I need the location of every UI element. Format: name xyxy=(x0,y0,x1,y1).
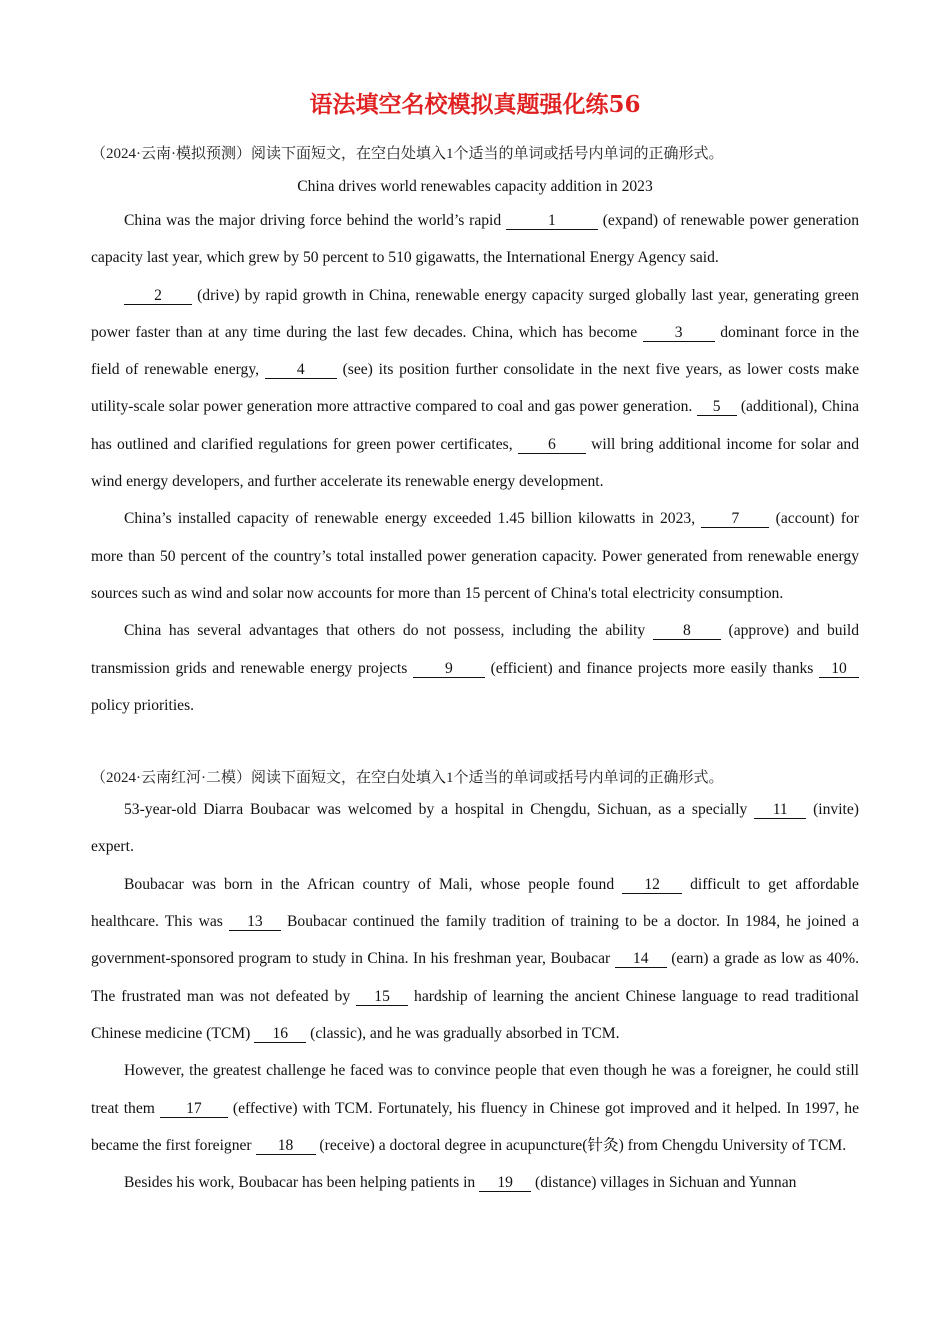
passage2-paragraph-4: Besides his work, Boubacar has been helping patients in 19 (distance) villages in Sichuan and Yunnan xyxy=(124,1174,797,1192)
page-title: 语法填空名校模拟真题强化练56 xyxy=(309,91,641,118)
section1-instruction: （2024·云南·模拟预测）阅读下面短文，在空白处填入1个适当的单词或括号内单词的正确形式。 xyxy=(91,146,724,162)
blank-17[interactable]: 17 xyxy=(160,1100,228,1118)
section2-instruction: （2024·云南红河·二模）阅读下面短文，在空白处填入1个适当的单词或括号内单词的正确形式。 xyxy=(91,770,724,787)
blank-15[interactable]: 15 xyxy=(356,988,408,1006)
passage2-paragraph-1: 53-year-old Diarra Boubacar was welcomed by a hospital in Chengdu, Sichuan, as a specially 11 (invite) expert. xyxy=(91,801,860,856)
blank-9[interactable]: 9 xyxy=(413,660,485,678)
passage1-paragraph-4: China has several advantages that others do not possess, including the ability 8 (approve) and build transmission grids and renewable energy projects 9 (efficient) and finance projects more easily thanks 10 policy priorities. xyxy=(91,622,859,714)
blank-12[interactable]: 12 xyxy=(622,876,682,894)
blank-3[interactable]: 3 xyxy=(643,324,715,342)
blank-1[interactable]: 1 xyxy=(506,212,598,230)
blank-16[interactable]: 16 xyxy=(254,1025,306,1043)
blank-14[interactable]: 14 xyxy=(615,950,667,968)
blank-19[interactable]: 19 xyxy=(479,1174,531,1192)
blank-8[interactable]: 8 xyxy=(653,622,721,640)
blank-2[interactable]: 2 xyxy=(124,287,192,305)
blank-13[interactable]: 13 xyxy=(229,913,281,931)
passage2-paragraph-2: Boubacar was born in the African country of Mali, whose people found 12 difficult to get affordable healthcare. This was 13 Boubacar continued the family tradition of training to be a doctor. In 1984, he joined a government-sponsored program to study in China. In his freshman year, Boubacar 14 (earn) a grade as low as 40%. The frustrated man was not defeated by 15 hardship of learning the ancient Chinese language to read traditional Chinese medicine (TCM) 16 (classic), and he was gradually absorbed in TCM. xyxy=(91,875,860,1042)
blank-18[interactable]: 18 xyxy=(256,1137,316,1155)
passage1-paragraph-2: 2 (drive) by rapid growth in China, renewable energy capacity surged globally last year, generating green power faster than at any time during the last few decades. China, which has become 3 dominant force in the field of renewable energy, 4 (see) its position further consolidate in the next five years, as lower costs make utility-scale solar power generation more attractive compared to coal and gas power generation. 5 (additional), China has outlined and clarified regulations for green power certificates, 6 will bring additional income for solar and wind energy developers, and further accelerate its renewable energy development. xyxy=(91,286,859,491)
section-spacer xyxy=(91,724,859,765)
passage1-paragraph-3: China’s installed capacity of renewable energy exceeded 1.45 billion kilowatts in 2023, 7 (account) for more than 50 percent of the country’s total installed power generation capacity. Power generated from renewable energy sources such as wind and solar now accounts for more than 15 percent of China's total electricity consumption. xyxy=(91,510,859,602)
blank-5[interactable]: 5 xyxy=(697,398,737,416)
blank-10[interactable]: 10 xyxy=(819,660,859,678)
blank-6[interactable]: 6 xyxy=(518,436,586,454)
blank-11[interactable]: 11 xyxy=(754,801,806,819)
document-body xyxy=(91,141,859,1201)
passage1-paragraph-1: China was the major driving force behind the world’s rapid 1 (expand) of renewable power generation capacity last year, which grew by 50 percent to 510 gigawatts, the International Energy Agency said. xyxy=(91,212,859,267)
passage1-title: China drives world renewables capacity addition in 2023 xyxy=(297,178,653,195)
passage2-paragraph-3: However, the greatest challenge he faced was to convince people that even though he was a foreigner, he could still treat them 17 (effective) with TCM. Fortunately, his fluency in Chinese got improved and it helped. In 1997, he became the first foreigner 18 (receive) a doctoral degree in acupuncture(针灸) from Chengdu University of TCM. xyxy=(91,1062,859,1154)
blank-7[interactable]: 7 xyxy=(701,510,769,528)
blank-4[interactable]: 4 xyxy=(265,361,337,379)
